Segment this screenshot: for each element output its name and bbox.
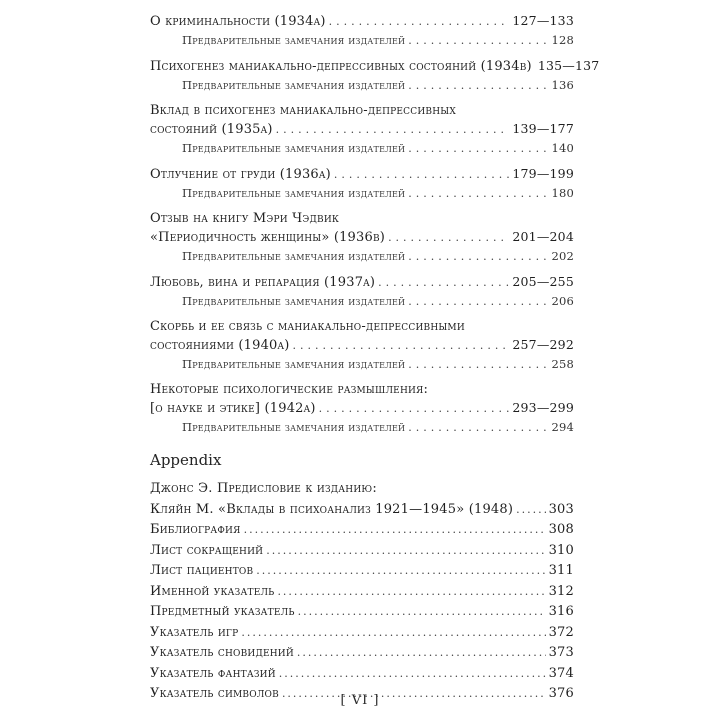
toc-entry (150, 664, 574, 685)
toc-entry (150, 520, 574, 541)
toc-row (150, 273, 574, 292)
toc-entry-title-line: Джонс Э. Предисловие к изданию: (150, 481, 377, 496)
leader-dots (408, 356, 548, 374)
toc-row (150, 664, 574, 685)
toc-entry (150, 602, 574, 623)
toc-entry-title: Предварительные замечания издателей (182, 294, 406, 308)
appendix-list (150, 479, 574, 705)
leader-dots (516, 500, 545, 521)
toc-row (150, 541, 574, 562)
toc-content (150, 12, 600, 705)
toc-page-ref: 206 (551, 294, 574, 308)
toc-page-ref: 135—137 (537, 58, 600, 73)
leader-dots (334, 166, 510, 184)
toc-page-ref: 179—199 (512, 166, 574, 181)
toc-row (150, 520, 574, 541)
toc-row (150, 184, 574, 203)
toc-row (150, 57, 600, 76)
toc-entry (150, 57, 600, 95)
toc-row (150, 247, 574, 266)
leader-dots (297, 643, 546, 664)
toc-row (150, 165, 574, 184)
toc-entry (150, 541, 574, 562)
toc-row (150, 139, 574, 158)
leader-dots (408, 32, 548, 50)
toc-entry-title: Библиография (150, 522, 241, 537)
toc-page-ref: 294 (551, 420, 574, 434)
toc-page-ref: 376 (548, 686, 574, 701)
toc-page-ref: 308 (548, 522, 574, 537)
toc-entry-title: Указатель сновидений (150, 645, 294, 660)
toc-row (150, 500, 574, 521)
toc-entry (150, 318, 574, 374)
toc-entry-title: Любовь, вина и репарация (1937a) (150, 275, 376, 290)
toc-entry-title: Указатель символов (150, 686, 279, 701)
toc-entry-title: Лист сокращений (150, 542, 264, 558)
toc-row (150, 12, 574, 31)
toc-entry (150, 643, 574, 664)
leader-dots (279, 664, 546, 685)
leader-dots (293, 337, 510, 355)
toc-entry (150, 479, 574, 520)
leader-dots (329, 13, 510, 31)
leader-dots (408, 248, 548, 266)
toc-page-ref: 140 (551, 141, 574, 155)
toc-page-ref: 201—204 (512, 229, 574, 244)
toc-page-ref: 373 (548, 645, 574, 660)
toc-page-ref: 310 (548, 542, 574, 558)
page-number: [ VI ] (340, 693, 380, 708)
toc-row (150, 336, 574, 355)
toc-page-ref: 312 (548, 583, 574, 599)
toc-entry-title: «Периодичность женщины» (1936b) (150, 230, 386, 245)
toc-row (150, 228, 574, 247)
toc-entry-title: Предварительные замечания издателей (182, 33, 406, 47)
toc-entry-title: Предварительные замечания издателей (182, 357, 406, 371)
leader-dots (408, 185, 548, 203)
toc-entry-title-line: Скорбь и ее связь с маниакально-депрессивными (150, 319, 465, 334)
leader-dots (388, 229, 509, 247)
toc-entry-title-line: Вклад в психогенез маниакально-депрессивных (150, 103, 456, 118)
toc-page-ref: 311 (548, 563, 574, 578)
leader-dots (378, 274, 509, 292)
toc-page-ref: 303 (548, 501, 574, 517)
toc-entry-title: [о науке и этике] (1942a) (150, 401, 316, 416)
toc-page-ref: 127—133 (512, 13, 574, 28)
toc-entry (150, 582, 574, 603)
toc-entry (150, 273, 574, 311)
toc-page-ref: 258 (551, 357, 574, 371)
toc-entry (150, 165, 574, 203)
toc-entry-title: О криминальности (1934a) (150, 14, 326, 29)
leader-dots (244, 520, 546, 541)
toc-entry-title: Предварительные замечания издателей (182, 78, 406, 92)
toc-entry-title: Указатель игр (150, 624, 239, 640)
leader-dots (241, 623, 545, 644)
toc-row (150, 120, 574, 139)
toc-entry-title-line: Некоторые психологические размышления: (150, 382, 429, 397)
toc-entry-title: Предметный указатель (150, 604, 295, 619)
toc-page-ref: 257—292 (512, 337, 574, 352)
toc-page-ref: 374 (548, 665, 574, 681)
toc-row (150, 399, 574, 418)
toc-entry-title: состояний (1935a) (150, 122, 273, 137)
toc-page-ref: 205—255 (512, 274, 574, 289)
toc-entry-title-line: Отзыв на книгу Мэри Чэдвик (150, 211, 340, 226)
toc-entry-title: состояниями (1940a) (150, 338, 290, 353)
toc-row (150, 561, 574, 582)
toc-page-ref: 139—177 (512, 121, 574, 136)
toc-row (150, 355, 574, 374)
leader-dots (408, 140, 548, 158)
leader-dots (408, 419, 548, 437)
toc-page-ref: 136 (551, 78, 574, 92)
toc-page-ref: 372 (548, 624, 574, 640)
toc-entry (150, 210, 574, 266)
toc-entry (150, 12, 574, 50)
toc-row (150, 643, 574, 664)
toc-row (150, 292, 574, 311)
leader-dots (319, 400, 510, 418)
leader-dots (298, 602, 546, 623)
toc-entry-title: Отлучение от груди (1936a) (150, 167, 331, 182)
toc-page-ref: 293—299 (512, 400, 574, 415)
toc-entry-title: Предварительные замечания издателей (182, 141, 406, 155)
toc-row (150, 418, 574, 437)
toc-row (150, 31, 574, 50)
leader-dots (408, 293, 548, 311)
toc-entry-title: Указатель фантазий (150, 665, 276, 681)
toc-entry-title: Лист пациентов (150, 563, 254, 578)
toc-main-list (150, 12, 600, 437)
toc-page-ref: 202 (551, 249, 574, 263)
leader-dots (277, 582, 545, 603)
toc-entry-title: Предварительные замечания издателей (182, 186, 406, 200)
toc-page-ref: 128 (551, 33, 574, 47)
leader-dots (408, 77, 548, 95)
toc-entry (150, 623, 574, 644)
toc-row (150, 76, 574, 95)
toc-entry-title: Кляйн М. «Вклады в психоанализ 1921—1945» (1948) (150, 501, 514, 517)
toc-entry-title: Именной указатель (150, 583, 275, 599)
leader-dots (266, 541, 545, 562)
toc-entry-title: Предварительные замечания издателей (182, 420, 406, 434)
toc-entry (150, 381, 574, 437)
toc-entry (150, 102, 574, 158)
toc-row (150, 582, 574, 603)
toc-row (150, 602, 574, 623)
toc-entry-title: Предварительные замечания издателей (182, 249, 406, 263)
toc-page-ref: 180 (551, 186, 574, 200)
leader-dots (276, 121, 510, 139)
leader-dots (256, 561, 545, 582)
toc-page-ref: 316 (548, 604, 574, 619)
toc-entry (150, 561, 574, 582)
toc-row (150, 623, 574, 644)
appendix-heading: Appendix (150, 451, 222, 469)
toc-entry-title: Психогенез маниакально-депрессивных состояний (1934b) (150, 59, 532, 74)
